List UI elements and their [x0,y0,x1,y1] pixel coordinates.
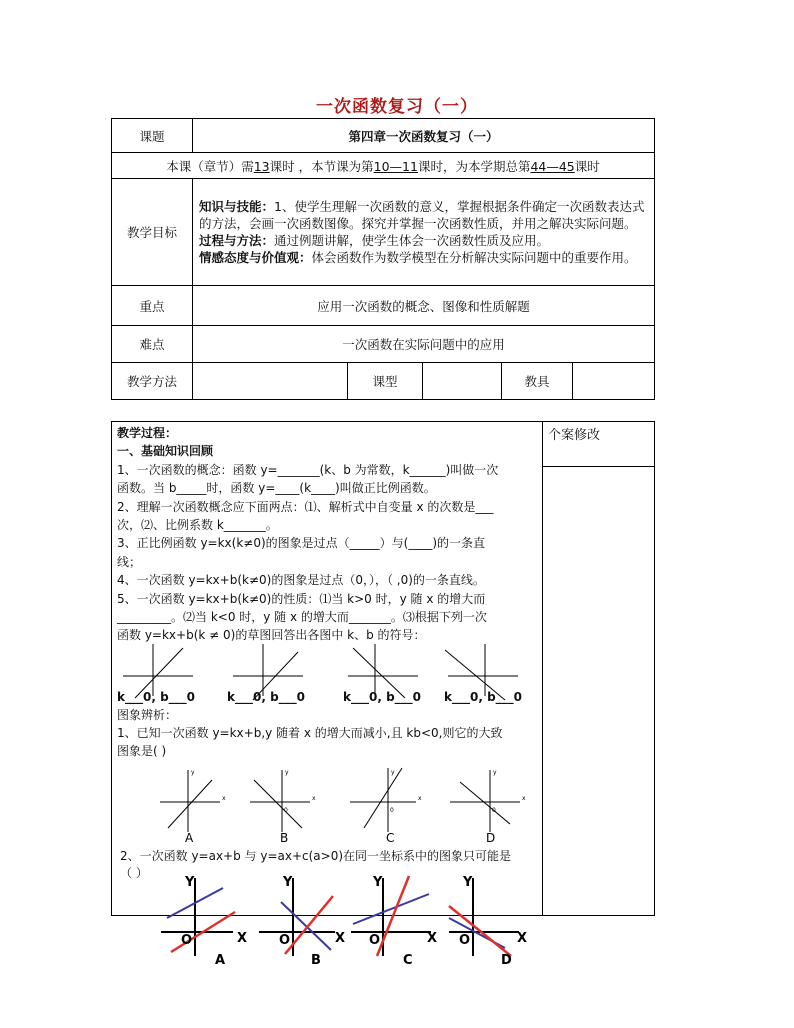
q1-line-a: 1、一次函数的概念：函数 y=_______(k、b 为常数，k______)叫做一次 [117,462,499,477]
goals-content [193,179,655,286]
topic-value: 第四章一次函数复习（一） [193,119,655,153]
big-choice-c: C [403,953,413,966]
q3-line-b: 线； [117,554,142,569]
small-axis-x-a: x [222,795,226,802]
q5-line-a: 5、一次函数 y=kx+b(k≠0)的性质：⑴当 k>0 时，y 随 x 的增大而 [117,591,486,606]
hours-text-1: 本课（章节）需 [166,158,254,174]
difficulty-value: 一次函数在实际问题中的应用 [193,326,655,363]
axis-x-a: X [237,931,248,946]
hours-text-4: 课时 [574,158,600,174]
color-graph-a [161,878,235,956]
column-divider [542,422,543,915]
small-axis-o-b: 0 [284,807,288,814]
note-label: 个案修改 [548,428,601,443]
goal1-text: 1、使学生理解一次函数的意义，掌握根据条件确定一次函数表达式的方法，会画一次函数图像。探究并掌握一次函数性质，并用之解决实际问题。 [199,199,645,231]
page-title: 一次函数复习（一） [316,97,478,117]
hours-total: 13 [253,158,270,174]
choice-graph-c [350,768,416,832]
section1-heading: 一、基础知识回顾 [117,444,214,459]
goals-label: 教学目标 [112,179,193,286]
q5-line-c: 函数 y=kx+b(k ≠ 0)的草图回答出各图中 k、b 的符号： [117,628,426,643]
axis-y-d: Y [463,875,473,890]
type-label: 课型 [348,363,423,400]
axis-o-a: O [181,933,193,948]
goal3-text: 体会函数作为数学模型在分析解决实际问题中的重要作用。 [311,250,637,265]
type-value [423,363,502,400]
goal2-text: 通过例题讲解，使学生体会一次函数性质及应用。 [274,233,550,248]
difficulty-label: 难点 [112,326,193,363]
choice-label-d: D [486,831,496,845]
note-header-line [542,466,654,467]
choice-graph-b [250,770,310,832]
axis-x-d: X [517,931,528,946]
q4-line: 4、一次函数 y=kx+b(k≠0)的图象是过点（0，），（ ,0)的一条直线。 [117,573,485,588]
e1-line-b: 图象是( ) [117,744,167,758]
e2-line-b: （ ） [120,866,148,880]
kb-label-1: k___0, b___0 [117,690,196,704]
choice-label-c: C [386,831,395,845]
q5-line-b: _________。⑵当 k<0 时，y 随 x 的增大而_______。⑶根据下列一次 [117,610,487,625]
goal3-head: 情感态度与价值观： [199,250,312,265]
choice-graph-a [160,770,220,832]
kb-label-3: k___0, b___0 [343,690,422,704]
axis-x-b: X [335,931,346,946]
q2-line-b: 次，⑵、比例系数 k_______。 [117,518,278,533]
tools-label: 教具 [502,363,573,400]
axis-y-c: Y [373,875,383,890]
process-heading: 教学过程： [117,426,178,440]
kb-label-2: k___0, b___0 [227,690,306,704]
big-choice-b: B [311,953,321,966]
q2-line-a: 2、理解一次函数概念应下面两点：⑴、解析式中自变量 x 的次数是___ [117,499,494,514]
key-label: 重点 [112,286,193,326]
tools-value [573,363,655,400]
small-axis-o-c: 0 [390,807,394,814]
big-choice-a: A [215,953,226,966]
small-axis-x-d: x [522,795,526,802]
process-content [117,424,537,645]
small-axis-y-b: y [285,769,289,776]
axis-x-c: X [427,931,438,946]
e2-line-a: 2、一次函数 y=ax+b 与 y=ax+c(a>0)在同一坐标系中的图象只可能是 [120,849,512,863]
axis-o-c: O [369,933,381,948]
small-axis-x-b: x [312,795,316,802]
e1-line-a: 1、已知一次函数 y=kx+b,y 随着 x 的增大而减小,且 kb<0,则它的大致 [117,726,503,740]
q3-line-a: 3、正比例函数 y=kx(k≠0)的图象是过点（_____）与(____)的一条直 [117,536,486,551]
exercise1-graphs [150,764,540,846]
color-graph-b [259,878,335,956]
method-value [193,363,348,400]
axis-o-d: O [459,933,471,948]
choice-label-b: B [280,831,289,845]
exercise2-graphs [155,872,535,966]
axis-y-a: Y [185,875,195,890]
hours-line [112,153,655,179]
small-axis-o-d: 0 [492,807,496,814]
small-axis-y-a: y [191,769,195,776]
axis-o-b: O [279,933,291,948]
goal1-head: 知识与技能： [199,199,275,214]
lesson-info-table [111,118,655,400]
hours-text-3: 课时，为本学期总第 [417,158,531,174]
color-graph-c [351,876,431,956]
method-label: 教学方法 [112,363,193,400]
small-axis-y-d: y [493,769,497,776]
q1-line-b: 函数。当 b_____时，函数 y=____(k____)叫做正比例函数。 [117,481,436,496]
topic-label: 课题 [112,119,193,153]
hours-term: 44—45 [530,158,575,174]
exercise-block [117,706,537,760]
section2-heading: 图象辨析： [117,708,178,722]
big-choice-d: D [501,953,512,966]
small-axis-y-c: y [391,769,395,776]
small-axis-x-c: x [418,795,422,802]
hours-current: 10—11 [373,158,418,174]
choice-label-a: A [185,831,194,845]
kb-label-4: k___0, b___0 [444,690,523,704]
choice-graph-d [450,770,520,832]
hours-text-2: 课时 ，本节课为第 [269,158,374,174]
key-value: 应用一次函数的概念、图像和性质解题 [193,286,655,326]
goal2-head: 过程与方法： [199,233,275,248]
axis-y-b: Y [283,875,293,890]
